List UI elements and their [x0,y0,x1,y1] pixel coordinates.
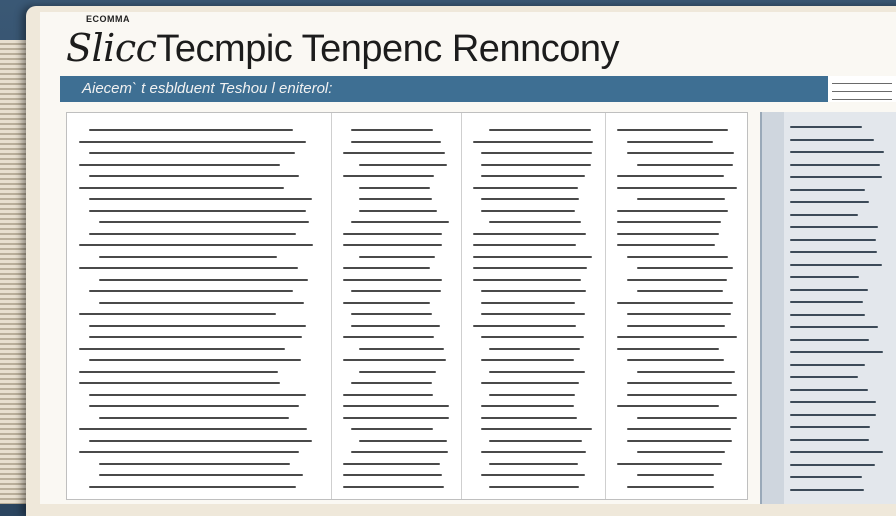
page-title [66,26,619,71]
illegible-text-line [351,290,441,292]
illegible-text-line [89,152,295,154]
illegible-text-line [351,428,433,430]
illegible-text-line [343,279,442,281]
side-panel-text-line [790,251,877,253]
illegible-text-line [359,371,436,373]
illegible-text-line [481,359,574,361]
illegible-text-line [99,417,289,419]
illegible-text-line [89,210,306,212]
illegible-text-line [343,359,446,361]
illegible-text-line [79,382,280,384]
illegible-text-line [481,428,592,430]
illegible-text-line [89,405,299,407]
illegible-text-line [89,129,293,131]
illegible-text-line [637,451,725,453]
illegible-text-line [627,359,724,361]
illegible-text-line [359,210,437,212]
illegible-text-line [343,394,433,396]
side-panel-text-line [790,476,862,478]
side-panel-text-line [790,164,880,166]
illegible-text-line [351,325,440,327]
illegible-text-line [627,440,732,442]
illegible-text-line [343,417,449,419]
illegible-text-line [99,279,308,281]
illegible-text-line [627,313,731,315]
illegible-text-line [637,267,733,269]
illegible-text-line [79,313,276,315]
illegible-text-line [481,474,585,476]
illegible-text-line [359,348,444,350]
illegible-text-line [89,486,296,488]
illegible-text-line [89,175,299,177]
illegible-text-line [473,267,587,269]
illegible-text-line [343,474,442,476]
illegible-text-line [481,451,586,453]
text-column-4 [607,113,747,499]
illegible-text-line [617,233,719,235]
illegible-text-line [617,348,719,350]
side-panel-text-line [790,139,874,141]
illegible-text-line [617,187,737,189]
side-panel-text-line [790,264,882,266]
illegible-text-line [359,187,430,189]
illegible-text-line [79,187,284,189]
illegible-text-line [481,336,584,338]
side-panel-text-line [790,389,868,391]
illegible-text-line [79,164,280,166]
illegible-text-line [489,129,591,131]
illegible-text-line [637,371,735,373]
side-panel-text-line [790,326,878,328]
side-panel-text-line [790,351,883,353]
illegible-text-line [351,451,448,453]
illegible-text-line [99,463,290,465]
illegible-text-line [617,405,719,407]
side-panel-text-line [790,189,865,191]
title-rest: Tecmpic Tenpenc Renncony [156,28,619,70]
illegible-text-line [79,348,285,350]
illegible-text-line [481,302,575,304]
side-panel-text-line [790,276,859,278]
illegible-text-line [637,164,733,166]
illegible-text-line [343,405,449,407]
illegible-text-line [89,359,301,361]
illegible-text-line [473,325,576,327]
illegible-text-line [89,290,293,292]
illegible-text-line [473,256,592,258]
illegible-text-line [489,348,580,350]
ruled-note-box [828,76,896,102]
side-panel-text-line [790,451,883,453]
illegible-text-line [99,474,303,476]
title-first: Slicc [66,26,157,70]
illegible-text-line [343,267,430,269]
illegible-text-line [489,486,579,488]
side-panel-text-line [790,489,864,491]
side-panel-text-line [790,426,870,428]
banner-text: Aiecem` t esblduent Teshou l eniterol: [82,80,333,97]
small-header: ECOMMA [86,14,130,24]
side-panel-text-line [790,414,876,416]
illegible-text-line [481,313,585,315]
illegible-text-line [359,198,432,200]
illegible-text-line [627,141,713,143]
side-panel-text-line [790,439,869,441]
illegible-text-line [627,394,737,396]
illegible-text-line [627,256,728,258]
illegible-text-line [99,302,304,304]
side-panel-text-line [790,301,863,303]
side-panel-text-line [790,314,865,316]
side-panel-text-line [790,464,875,466]
illegible-text-line [627,152,734,154]
illegible-text-line [617,129,728,131]
illegible-text-line [473,141,593,143]
illegible-text-line [351,382,432,384]
illegible-text-line [481,164,591,166]
illegible-text-line [343,302,430,304]
illegible-text-line [489,463,578,465]
illegible-text-line [473,279,581,281]
illegible-text-line [89,336,302,338]
illegible-text-line [481,152,592,154]
text-sheet [66,112,748,500]
side-panel-text-line [790,239,876,241]
illegible-text-line [343,152,445,154]
illegible-text-line [473,187,578,189]
side-panel-text-line [790,364,865,366]
illegible-text-line [481,198,579,200]
illegible-text-line [79,244,313,246]
illegible-text-line [99,256,277,258]
illegible-text-line [359,164,447,166]
illegible-text-line [481,405,574,407]
illegible-text-line [617,210,728,212]
illegible-text-line [89,394,306,396]
side-panel-text-line [790,401,876,403]
illegible-text-line [343,336,434,338]
illegible-text-line [481,210,575,212]
side-panel-text-line [790,176,882,178]
side-panel-text-line [790,376,858,378]
illegible-text-line [79,451,299,453]
text-column-2 [333,113,462,499]
text-column-3 [463,113,606,499]
illegible-text-line [637,417,737,419]
side-panel-text-line [790,151,884,153]
illegible-text-line [481,290,586,292]
illegible-text-line [489,371,585,373]
illegible-text-line [89,440,312,442]
side-panel-text-line [790,201,869,203]
illegible-text-line [637,290,723,292]
illegible-text-line [617,463,722,465]
side-panel-text-line [790,226,878,228]
side-panel-text-line [790,339,869,341]
side-panel-text-line [790,214,858,216]
illegible-text-line [637,198,725,200]
illegible-text-line [351,129,433,131]
illegible-text-line [627,382,732,384]
section-banner [60,76,830,102]
side-panel [760,112,896,504]
illegible-text-line [481,382,579,384]
illegible-text-line [489,394,575,396]
illegible-text-line [79,428,307,430]
illegible-text-line [617,336,737,338]
illegible-text-line [99,221,309,223]
illegible-text-line [359,256,435,258]
illegible-text-line [481,417,577,419]
illegible-text-line [489,440,582,442]
illegible-text-line [79,141,306,143]
illegible-text-line [79,267,298,269]
illegible-text-line [343,175,434,177]
illegible-text-line [627,279,727,281]
illegible-text-line [617,221,721,223]
illegible-text-line [481,175,585,177]
illegible-text-line [489,221,581,223]
illegible-text-line [473,233,586,235]
illegible-text-line [343,486,444,488]
illegible-text-line [627,486,714,488]
side-panel-text-line [790,289,868,291]
illegible-text-line [473,244,576,246]
illegible-text-line [359,440,447,442]
illegible-text-line [351,141,441,143]
illegible-text-line [343,463,440,465]
illegible-text-line [343,233,442,235]
text-column-1 [67,113,332,499]
illegible-text-line [617,302,733,304]
side-panel-text-line [790,126,862,128]
illegible-text-line [79,371,278,373]
illegible-text-line [351,221,449,223]
illegible-text-line [617,175,724,177]
illegible-text-line [627,428,731,430]
illegible-text-line [617,244,715,246]
illegible-text-line [343,244,442,246]
illegible-text-line [89,198,312,200]
illegible-text-line [89,233,296,235]
illegible-text-line [351,313,432,315]
side-panel-strip [762,112,784,504]
illegible-text-line [637,474,714,476]
illegible-text-line [89,325,306,327]
illegible-text-line [627,325,725,327]
